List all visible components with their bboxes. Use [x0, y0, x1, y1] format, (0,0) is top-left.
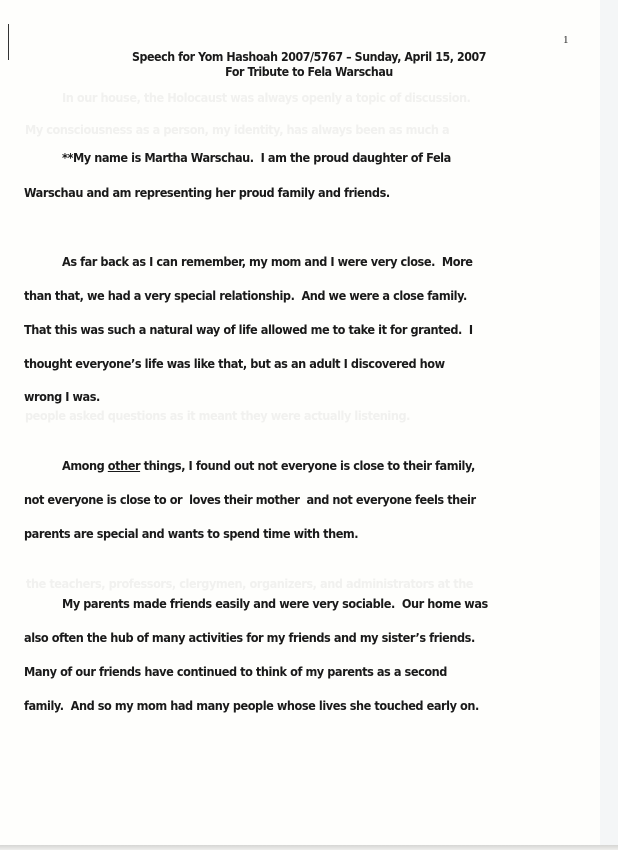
- paragraph-2-line-3: That this was such a natural way of life allowed me to take it for granted. I: [24, 322, 473, 337]
- underlined-word: other: [107, 458, 141, 473]
- page-number: 1: [563, 34, 569, 46]
- paragraph-2-line-4: thought everyone’s life was like that, but as an adult I discovered how: [24, 356, 445, 371]
- scanner-right-edge: [600, 0, 618, 850]
- title-line-2: For Tribute to Fela Warschau: [225, 65, 393, 79]
- scanner-bottom-edge: [0, 845, 618, 850]
- paragraph-3-line-3: parents are special and wants to spend time with them.: [24, 526, 359, 541]
- bleed-through-text: In our house, the Holocaust was always openly a topic of discussion.: [62, 90, 471, 105]
- paragraph-2-line-5: wrong I was.: [24, 389, 100, 404]
- title-line-1: Speech for Yom Hashoah 2007/5767 – Sunday, April 15, 2007: [131, 50, 487, 64]
- paragraph-1-line-2: Warschau and am representing her proud family and friends.: [24, 185, 390, 200]
- bleed-through-text: the teachers, professors, clergymen, organizers, and administrators at the: [26, 576, 474, 591]
- bleed-through-text: My consciousness as a person, my identity, has always been as much a: [25, 122, 450, 137]
- paragraph-4-line-4: family. And so my mom had many people whose lives she touched early on.: [24, 698, 479, 713]
- paragraph-4-line-3: Many of our friends have continued to think of my parents as a second: [24, 664, 447, 679]
- bleed-through-text: people asked questions as it meant they were actually listening.: [25, 408, 411, 423]
- paragraph-4-line-1: My parents made friends easily and were very sociable. Our home was: [62, 596, 488, 611]
- text-run: Among: [62, 458, 108, 473]
- paragraph-3-line-2: not everyone is close to or loves their mother and not everyone feels their: [24, 492, 476, 507]
- margin-mark: [8, 24, 9, 60]
- paragraph-1-line-1: **My name is Martha Warschau. I am the proud daughter of Fela: [62, 150, 451, 165]
- paragraph-3-line-1: [62, 458, 475, 473]
- text-run: things, I found out not everyone is close to their family,: [140, 458, 475, 473]
- paragraph-4-line-2: also often the hub of many activities for my friends and my sister’s friends.: [24, 630, 475, 645]
- paragraph-2-line-2: than that, we had a very special relationship. And we were a close family.: [24, 288, 467, 303]
- paragraph-2-line-1: As far back as I can remember, my mom and I were very close. More: [62, 254, 473, 269]
- document-title: [25, 50, 594, 80]
